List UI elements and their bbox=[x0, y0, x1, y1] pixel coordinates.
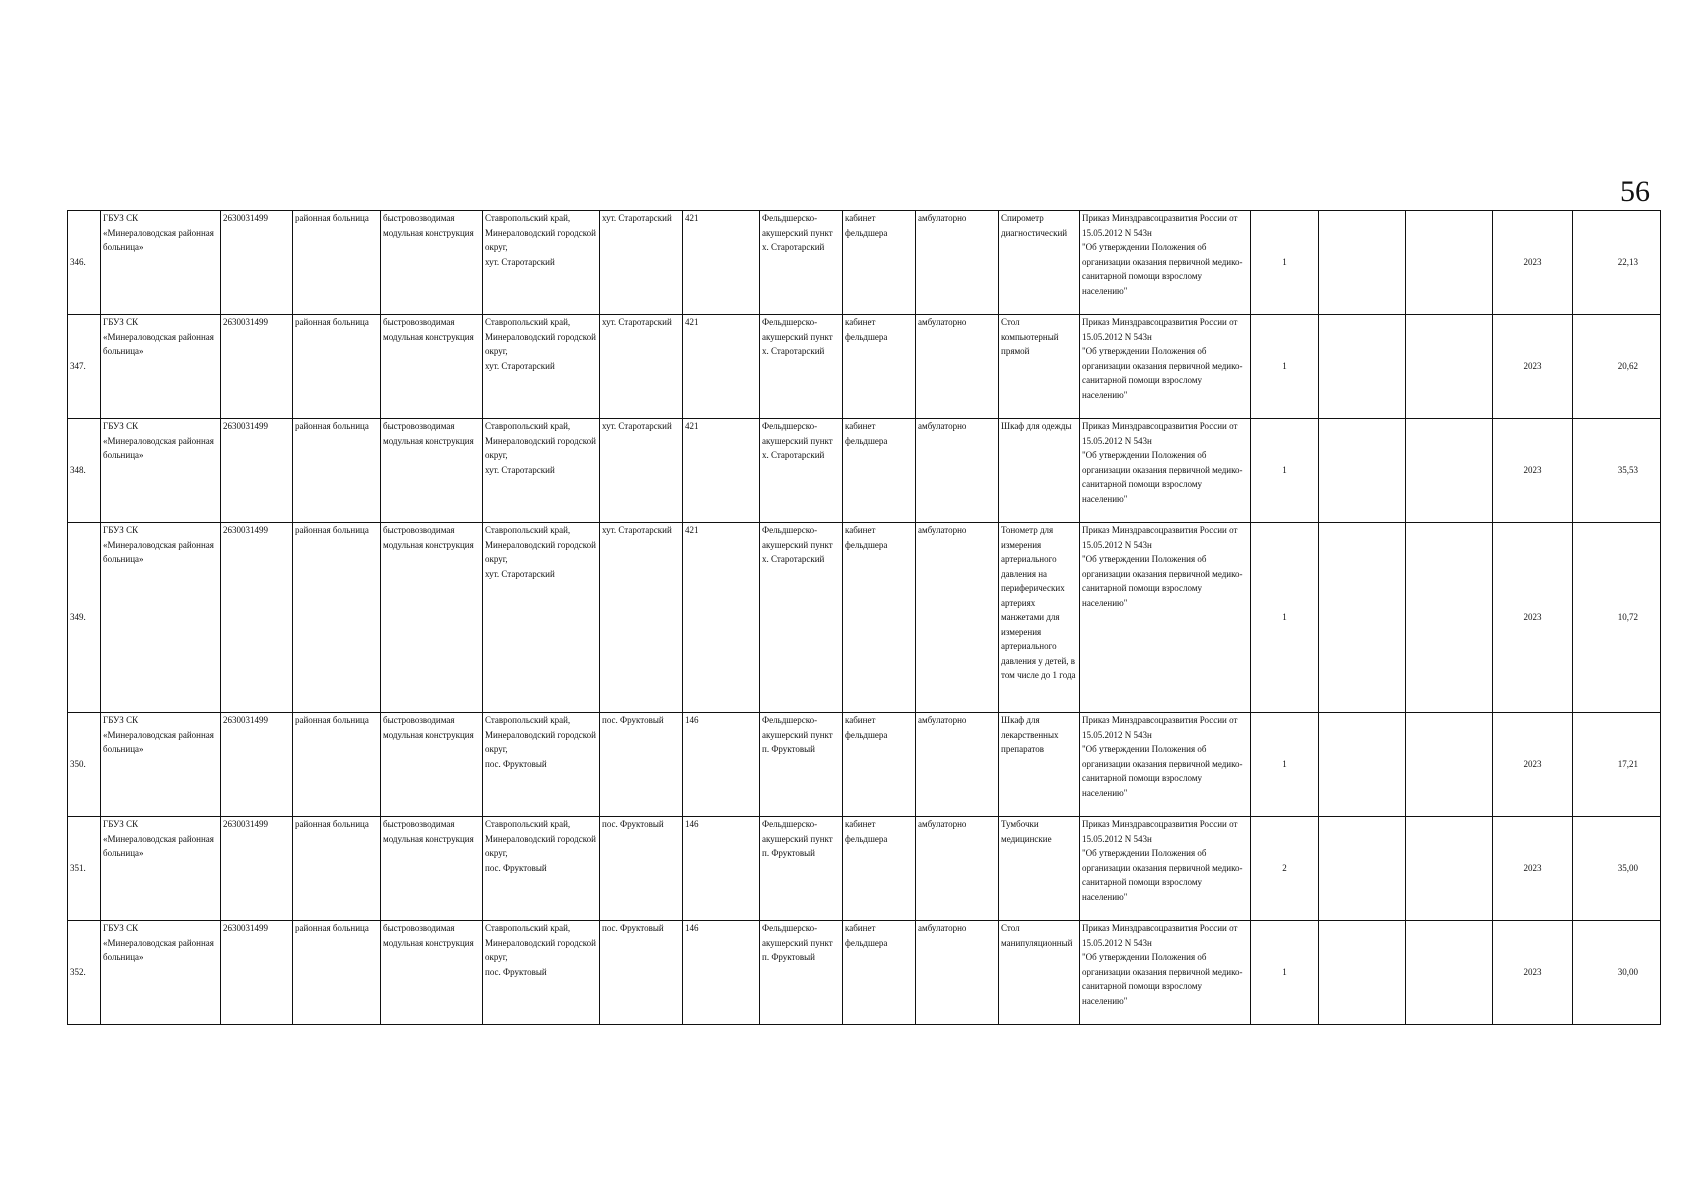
building-type-cell bbox=[381, 419, 483, 523]
medical-unit-text: Фельдшерско-акушерский пункт х. Старотарский bbox=[762, 213, 833, 252]
quantity-text: 1 bbox=[1282, 361, 1287, 372]
table-row bbox=[68, 315, 1661, 419]
quantity-text: 1 bbox=[1282, 257, 1287, 268]
room-cell bbox=[843, 419, 916, 523]
regulation-text: Приказ Минздравсоцразвития России от 15.05.2012 N 543н "Об утверждении Положения об организации оказания первичной медико-санитарной помощи взрослому населению" bbox=[1082, 317, 1243, 400]
equipment-name-text: Шкаф для лекарственных препаратов bbox=[1001, 715, 1059, 754]
settlement-cell bbox=[600, 419, 683, 523]
cost-text: 22,13 bbox=[1617, 257, 1638, 268]
year-cell bbox=[1493, 817, 1573, 921]
room-cell bbox=[843, 523, 916, 713]
row-number bbox=[68, 523, 101, 713]
regulation-text: Приказ Минздравсоцразвития России от 15.05.2012 N 543н "Об утверждении Положения об организации оказания первичной медико-санитарной помощи взрослому населению" bbox=[1082, 819, 1243, 902]
empty-cell bbox=[1319, 315, 1406, 419]
quantity-cell bbox=[1251, 523, 1319, 713]
inn-text: 2630031499 bbox=[223, 525, 268, 535]
medical-unit-cell bbox=[760, 211, 843, 315]
equipment-name-text: Тонометр для измерения артериального давления на периферических артериях манжетами для измерения артериального давления у детей, в том числе до 1 года bbox=[1001, 525, 1076, 680]
medical-unit-text: Фельдшерско-акушерский пункт х. Старотарский bbox=[762, 421, 833, 460]
quantity-text: 1 bbox=[1282, 465, 1287, 476]
building-type-text: быстровозводимая модульная конструкция bbox=[383, 421, 474, 446]
address-text: Ставропольский край, Минераловодский городской округ, пос. Фруктовый bbox=[485, 923, 596, 977]
equipment-name-text: Стол компьютерный прямой bbox=[1001, 317, 1059, 356]
building-type-cell bbox=[381, 921, 483, 1025]
facility-type-text: районная больница bbox=[295, 317, 369, 327]
address-text: Ставропольский край, Минераловодский городской округ, хут. Старотарский bbox=[485, 421, 596, 475]
quantity-text: 1 bbox=[1282, 967, 1287, 978]
quantity-cell bbox=[1251, 921, 1319, 1025]
regulation-cell bbox=[1080, 713, 1251, 817]
empty-cell bbox=[1406, 713, 1493, 817]
care-mode-cell bbox=[916, 713, 999, 817]
equipment-name-cell bbox=[999, 817, 1080, 921]
regulation-cell bbox=[1080, 523, 1251, 713]
year-text: 2023 bbox=[1523, 612, 1542, 623]
cost-text: 35,53 bbox=[1617, 465, 1638, 476]
address-cell bbox=[483, 211, 600, 315]
room-text: кабинет фельдшера bbox=[845, 525, 888, 550]
empty-cell bbox=[1406, 211, 1493, 315]
settlement-text: хут. Старотарский bbox=[602, 213, 672, 223]
facility-type-text: районная больница bbox=[295, 923, 369, 933]
organization-cell bbox=[101, 713, 221, 817]
settlement-cell bbox=[600, 921, 683, 1025]
medical-unit-cell bbox=[760, 315, 843, 419]
organization-text: ГБУЗ СК «Минераловодская районная больница» bbox=[103, 525, 214, 564]
regulation-text: Приказ Минздравсоцразвития России от 15.05.2012 N 543н "Об утверждении Положения об организации оказания первичной медико-санитарной помощи взрослому населению" bbox=[1082, 923, 1243, 1006]
room-text: кабинет фельдшера bbox=[845, 819, 888, 844]
medical-unit-cell bbox=[760, 817, 843, 921]
equipment-name-cell bbox=[999, 523, 1080, 713]
care-mode-text: амбулаторно bbox=[918, 715, 967, 725]
room-text: кабинет фельдшера bbox=[845, 715, 888, 740]
empty-cell bbox=[1406, 523, 1493, 713]
room-text: кабинет фельдшера bbox=[845, 923, 888, 948]
building-type-cell bbox=[381, 315, 483, 419]
table-row bbox=[68, 211, 1661, 315]
building-type-text: быстровозводимая модульная конструкция bbox=[383, 819, 474, 844]
address-cell bbox=[483, 315, 600, 419]
inn-text: 2630031499 bbox=[223, 317, 268, 327]
quantity-text: 1 bbox=[1282, 612, 1287, 623]
year-cell bbox=[1493, 315, 1573, 419]
building-type-text: быстровозводимая модульная конструкция bbox=[383, 715, 474, 740]
medical-unit-cell bbox=[760, 419, 843, 523]
address-cell bbox=[483, 713, 600, 817]
table-row bbox=[68, 713, 1661, 817]
room-cell bbox=[843, 713, 916, 817]
organization-cell bbox=[101, 817, 221, 921]
year-cell bbox=[1493, 921, 1573, 1025]
population-cell bbox=[683, 523, 760, 713]
settlement-cell bbox=[600, 523, 683, 713]
medical-unit-text: Фельдшерско-акушерский пункт п. Фруктовый bbox=[762, 923, 833, 962]
row-number bbox=[68, 921, 101, 1025]
care-mode-cell bbox=[916, 419, 999, 523]
empty-cell bbox=[1319, 817, 1406, 921]
quantity-cell bbox=[1251, 315, 1319, 419]
cost-text: 20,62 bbox=[1617, 361, 1638, 372]
cost-cell bbox=[1573, 315, 1661, 419]
building-type-cell bbox=[381, 211, 483, 315]
organization-text: ГБУЗ СК «Минераловодская районная больница» bbox=[103, 421, 214, 460]
medical-unit-cell bbox=[760, 921, 843, 1025]
care-mode-cell bbox=[916, 921, 999, 1025]
year-text: 2023 bbox=[1523, 465, 1542, 476]
medical-unit-text: Фельдшерско-акушерский пункт п. Фруктовый bbox=[762, 715, 833, 754]
equipment-name-cell bbox=[999, 713, 1080, 817]
inn-cell bbox=[221, 211, 293, 315]
inn-cell bbox=[221, 315, 293, 419]
equipment-name-text: Спирометр диагностический bbox=[1001, 213, 1068, 238]
cost-cell bbox=[1573, 523, 1661, 713]
equipment-name-cell bbox=[999, 921, 1080, 1025]
organization-text: ГБУЗ СК «Минераловодская районная больница» bbox=[103, 213, 214, 252]
address-text: Ставропольский край, Минераловодский городской округ, хут. Старотарский bbox=[485, 525, 596, 579]
row-number-text: 350. bbox=[70, 759, 86, 770]
building-type-text: быстровозводимая модульная конструкция bbox=[383, 213, 474, 238]
settlement-cell bbox=[600, 713, 683, 817]
organization-cell bbox=[101, 211, 221, 315]
table-row bbox=[68, 419, 1661, 523]
address-cell bbox=[483, 921, 600, 1025]
year-cell bbox=[1493, 713, 1573, 817]
medical-unit-text: Фельдшерско-акушерский пункт п. Фруктовый bbox=[762, 819, 833, 858]
population-text: 146 bbox=[685, 819, 699, 829]
year-cell bbox=[1493, 523, 1573, 713]
address-cell bbox=[483, 523, 600, 713]
settlement-cell bbox=[600, 211, 683, 315]
inn-cell bbox=[221, 419, 293, 523]
year-text: 2023 bbox=[1523, 967, 1542, 978]
organization-text: ГБУЗ СК «Минераловодская районная больница» bbox=[103, 715, 214, 754]
empty-cell bbox=[1406, 817, 1493, 921]
room-text: кабинет фельдшера bbox=[845, 317, 888, 342]
settlement-text: пос. Фруктовый bbox=[602, 923, 664, 933]
settlement-text: пос. Фруктовый bbox=[602, 819, 664, 829]
settlement-text: хут. Старотарский bbox=[602, 421, 672, 431]
building-type-text: быстровозводимая модульная конструкция bbox=[383, 317, 474, 342]
care-mode-cell bbox=[916, 211, 999, 315]
settlement-text: пос. Фруктовый bbox=[602, 715, 664, 725]
address-text: Ставропольский край, Минераловодский городской округ, хут. Старотарский bbox=[485, 317, 596, 371]
inn-cell bbox=[221, 817, 293, 921]
table-row bbox=[68, 921, 1661, 1025]
room-cell bbox=[843, 921, 916, 1025]
facility-type-text: районная больница bbox=[295, 525, 369, 535]
empty-cell bbox=[1406, 315, 1493, 419]
cost-text: 17,21 bbox=[1617, 759, 1638, 770]
inn-cell bbox=[221, 713, 293, 817]
organization-cell bbox=[101, 315, 221, 419]
care-mode-text: амбулаторно bbox=[918, 317, 967, 327]
population-cell bbox=[683, 713, 760, 817]
cost-text: 10,72 bbox=[1617, 612, 1638, 623]
equipment-name-text: Шкаф для одежды bbox=[1001, 421, 1072, 431]
row-number-text: 351. bbox=[70, 863, 86, 874]
inn-text: 2630031499 bbox=[223, 421, 268, 431]
quantity-text: 1 bbox=[1282, 759, 1287, 770]
settlement-cell bbox=[600, 315, 683, 419]
cost-cell bbox=[1573, 921, 1661, 1025]
equipment-name-text: Тумбочки медицинские bbox=[1001, 819, 1052, 844]
regulation-cell bbox=[1080, 211, 1251, 315]
care-mode-cell bbox=[916, 315, 999, 419]
year-text: 2023 bbox=[1523, 257, 1542, 268]
settlement-text: хут. Старотарский bbox=[602, 525, 672, 535]
row-number-text: 348. bbox=[70, 465, 86, 476]
building-type-text: быстровозводимая модульная конструкция bbox=[383, 525, 474, 550]
year-text: 2023 bbox=[1523, 863, 1542, 874]
care-mode-text: амбулаторно bbox=[918, 525, 967, 535]
organization-text: ГБУЗ СК «Минераловодская районная больница» bbox=[103, 923, 214, 962]
population-cell bbox=[683, 315, 760, 419]
equipment-register bbox=[67, 210, 1661, 1025]
care-mode-cell bbox=[916, 523, 999, 713]
equipment-name-cell bbox=[999, 419, 1080, 523]
facility-type-cell bbox=[293, 523, 381, 713]
year-text: 2023 bbox=[1523, 361, 1542, 372]
quantity-cell bbox=[1251, 817, 1319, 921]
regulation-text: Приказ Минздравсоцразвития России от 15.05.2012 N 543н "Об утверждении Положения об организации оказания первичной медико-санитарной помощи взрослому населению" bbox=[1082, 715, 1243, 798]
medical-unit-cell bbox=[760, 523, 843, 713]
room-cell bbox=[843, 315, 916, 419]
regulation-cell bbox=[1080, 419, 1251, 523]
quantity-text: 2 bbox=[1282, 863, 1287, 874]
population-text: 421 bbox=[685, 525, 699, 535]
regulation-cell bbox=[1080, 315, 1251, 419]
organization-cell bbox=[101, 523, 221, 713]
empty-cell bbox=[1319, 713, 1406, 817]
equipment-name-cell bbox=[999, 211, 1080, 315]
regulation-text: Приказ Минздравсоцразвития России от 15.05.2012 N 543н "Об утверждении Положения об организации оказания первичной медико-санитарной помощи взрослому населению" bbox=[1082, 213, 1243, 296]
population-cell bbox=[683, 211, 760, 315]
regulation-text: Приказ Минздравсоцразвития России от 15.05.2012 N 543н "Об утверждении Положения об организации оказания первичной медико-санитарной помощи взрослому населению" bbox=[1082, 421, 1243, 504]
regulation-cell bbox=[1080, 921, 1251, 1025]
table-row bbox=[68, 817, 1661, 921]
room-cell bbox=[843, 817, 916, 921]
empty-cell bbox=[1319, 211, 1406, 315]
address-text: Ставропольский край, Минераловодский городской округ, пос. Фруктовый bbox=[485, 715, 596, 769]
room-cell bbox=[843, 211, 916, 315]
building-type-cell bbox=[381, 523, 483, 713]
year-cell bbox=[1493, 419, 1573, 523]
row-number bbox=[68, 713, 101, 817]
address-text: Ставропольский край, Минераловодский городской округ, пос. Фруктовый bbox=[485, 819, 596, 873]
equipment-name-cell bbox=[999, 315, 1080, 419]
cost-text: 35,00 bbox=[1617, 863, 1638, 874]
equipment-table bbox=[67, 210, 1661, 1025]
facility-type-cell bbox=[293, 419, 381, 523]
care-mode-text: амбулаторно bbox=[918, 819, 967, 829]
facility-type-cell bbox=[293, 713, 381, 817]
year-cell bbox=[1493, 211, 1573, 315]
population-text: 421 bbox=[685, 421, 699, 431]
facility-type-text: районная больница bbox=[295, 819, 369, 829]
inn-cell bbox=[221, 523, 293, 713]
room-text: кабинет фельдшера bbox=[845, 421, 888, 446]
organization-text: ГБУЗ СК «Минераловодская районная больница» bbox=[103, 317, 214, 356]
settlement-cell bbox=[600, 817, 683, 921]
facility-type-cell bbox=[293, 921, 381, 1025]
facility-type-cell bbox=[293, 817, 381, 921]
building-type-cell bbox=[381, 713, 483, 817]
inn-text: 2630031499 bbox=[223, 213, 268, 223]
cost-cell bbox=[1573, 419, 1661, 523]
medical-unit-cell bbox=[760, 713, 843, 817]
row-number bbox=[68, 419, 101, 523]
equipment-name-text: Стол манипуляционный bbox=[1001, 923, 1073, 948]
population-text: 421 bbox=[685, 213, 699, 223]
medical-unit-text: Фельдшерско-акушерский пункт х. Старотарский bbox=[762, 317, 833, 356]
cost-text: 30,00 bbox=[1617, 967, 1638, 978]
empty-cell bbox=[1319, 921, 1406, 1025]
regulation-text: Приказ Минздравсоцразвития России от 15.05.2012 N 543н "Об утверждении Положения об организации оказания первичной медико-санитарной помощи взрослому населению" bbox=[1082, 525, 1243, 608]
regulation-cell bbox=[1080, 817, 1251, 921]
address-cell bbox=[483, 817, 600, 921]
facility-type-text: районная больница bbox=[295, 213, 369, 223]
row-number-text: 346. bbox=[70, 257, 86, 268]
organization-text: ГБУЗ СК «Минераловодская районная больница» bbox=[103, 819, 214, 858]
building-type-text: быстровозводимая модульная конструкция bbox=[383, 923, 474, 948]
cost-cell bbox=[1573, 817, 1661, 921]
population-cell bbox=[683, 419, 760, 523]
inn-text: 2630031499 bbox=[223, 715, 268, 725]
facility-type-text: районная больница bbox=[295, 421, 369, 431]
inn-cell bbox=[221, 921, 293, 1025]
empty-cell bbox=[1406, 921, 1493, 1025]
row-number-text: 347. bbox=[70, 361, 86, 372]
page-number: 56 bbox=[1620, 175, 1650, 208]
population-text: 421 bbox=[685, 317, 699, 327]
year-text: 2023 bbox=[1523, 759, 1542, 770]
row-number bbox=[68, 211, 101, 315]
table-row bbox=[68, 523, 1661, 713]
care-mode-text: амбулаторно bbox=[918, 421, 967, 431]
building-type-cell bbox=[381, 817, 483, 921]
facility-type-cell bbox=[293, 315, 381, 419]
organization-cell bbox=[101, 921, 221, 1025]
row-number bbox=[68, 315, 101, 419]
empty-cell bbox=[1406, 419, 1493, 523]
empty-cell bbox=[1319, 523, 1406, 713]
row-number-text: 349. bbox=[70, 612, 86, 623]
cost-cell bbox=[1573, 211, 1661, 315]
care-mode-text: амбулаторно bbox=[918, 923, 967, 933]
facility-type-text: районная больница bbox=[295, 715, 369, 725]
quantity-cell bbox=[1251, 419, 1319, 523]
empty-cell bbox=[1319, 419, 1406, 523]
population-cell bbox=[683, 921, 760, 1025]
address-text: Ставропольский край, Минераловодский городской округ, хут. Старотарский bbox=[485, 213, 596, 267]
care-mode-cell bbox=[916, 817, 999, 921]
cost-cell bbox=[1573, 713, 1661, 817]
settlement-text: хут. Старотарский bbox=[602, 317, 672, 327]
population-text: 146 bbox=[685, 923, 699, 933]
row-number-text: 352. bbox=[70, 967, 86, 978]
quantity-cell bbox=[1251, 211, 1319, 315]
inn-text: 2630031499 bbox=[223, 923, 268, 933]
address-cell bbox=[483, 419, 600, 523]
quantity-cell bbox=[1251, 713, 1319, 817]
medical-unit-text: Фельдшерско-акушерский пункт х. Старотарский bbox=[762, 525, 833, 564]
population-text: 146 bbox=[685, 715, 699, 725]
population-cell bbox=[683, 817, 760, 921]
inn-text: 2630031499 bbox=[223, 819, 268, 829]
room-text: кабинет фельдшера bbox=[845, 213, 888, 238]
facility-type-cell bbox=[293, 211, 381, 315]
organization-cell bbox=[101, 419, 221, 523]
care-mode-text: амбулаторно bbox=[918, 213, 967, 223]
row-number bbox=[68, 817, 101, 921]
